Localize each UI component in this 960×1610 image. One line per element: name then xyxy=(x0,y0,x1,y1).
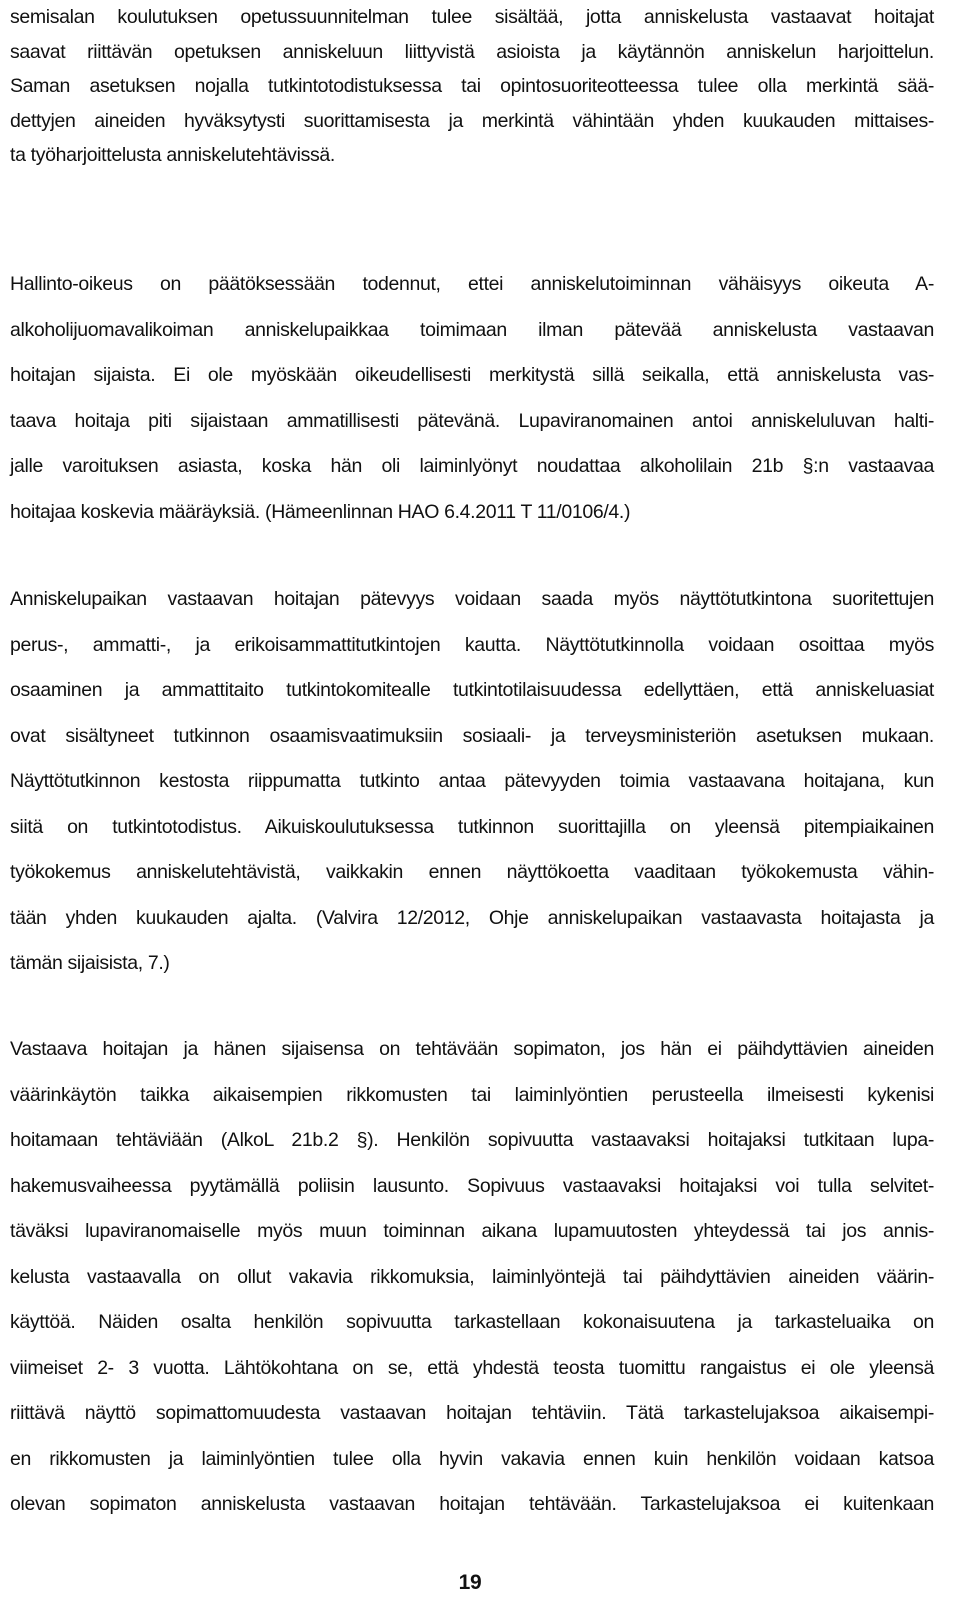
text-line: tämän sijaisista, 7.) xyxy=(10,952,170,974)
text-line: kelusta vastaavalla on ollut vakavia rikkomuksia, laiminlyöntejä tai päihdyttävien aineiden väärin- xyxy=(10,1265,934,1288)
text-line: työkokemus anniskelutehtävistä, vaikkakin ennen näyttökoetta vaaditaan työkokemusta vähin- xyxy=(10,861,934,883)
paragraph-4 xyxy=(10,1027,934,1528)
text-line: semisalan koulutuksen opetussuunnitelman tulee sisältää, jotta anniskelusta vastaavat hoitajat xyxy=(10,6,934,28)
text-line: tään yhden kuukauden ajalta. (Valvira 12/2012, Ohje anniskelupaikan vastaavasta hoitajasta ja xyxy=(10,906,934,929)
text-line: Vastaava hoitajan ja hänen sijaisensa on tehtävään sopimaton, jos hän ei päihdyttävien aineiden xyxy=(10,1038,934,1060)
text-line: viimeiset 2- 3 vuotta. Lähtökohtana on se, että yhdestä teosta tuomittu rangaistus ei ole yleensä xyxy=(10,1356,934,1379)
paragraph-2 xyxy=(10,262,934,535)
text-line: taava hoitaja piti sijaistaan ammatillisesti pätevänä. Lupaviranomainen antoi anniskeluluvan halti- xyxy=(10,409,934,432)
text-line: hakemusvaiheessa pyytämällä poliisin lausunto. Sopivuus vastaavaksi hoitajaksi voi tulla selvitet- xyxy=(10,1174,934,1197)
text-line: jalle varoituksen asiasta, koska hän oli laiminlyönyt noudattaa alkoholilain 21b §:n vastaavaa xyxy=(10,455,934,477)
text-line: ta työharjoittelusta anniskelutehtävissä. xyxy=(10,144,335,166)
text-line: täväksi lupaviranomaiselle myös muun toiminnan aikana lupamuutosten yhteydessä tai jos annis- xyxy=(10,1220,934,1242)
paragraph-1 xyxy=(10,0,934,173)
text-line: osaaminen ja ammattitaito tutkintokomitealle tutkintotilaisuudessa edellyttäen, että anniskeluasiat xyxy=(10,679,934,701)
text-line: väärinkäytön taikka aikaisempien rikkomusten tai laiminlyöntien perusteella ilmeisesti kykenisi xyxy=(10,1083,934,1106)
text-line: siitä on tutkintotodistus. Aikuiskoulutuksessa tutkinnon suorittajilla on yleensä pitempiaikainen xyxy=(10,815,934,838)
text-line: perus-, ammatti-, ja erikoisammattitutkintojen kautta. Näyttötutkinnolla voidaan osoittaa myös xyxy=(10,633,934,656)
text-line: dettyjen aineiden hyväksytysti suorittamisesta ja merkintä vähintään yhden kuukauden mittaises- xyxy=(10,109,934,132)
text-line: hoitamaan tehtäviään (AlkoL 21b.2 §). Henkilön sopivuutta vastaavaksi hoitajaksi tutkitaan lupa- xyxy=(10,1129,934,1151)
text-line: ovat sisältyneet tutkinnon osaamisvaatimuksiin sosiaali- ja terveysministeriön asetuksen mukaan. xyxy=(10,724,934,747)
text-line: en rikkomusten ja laiminlyöntien tulee olla hyvin vakavia ennen kuin henkilön voidaan katsoa xyxy=(10,1447,934,1470)
text-line: käyttöä. Näiden osalta henkilön sopivuutta tarkastellaan kokonaisuutena ja tarkasteluaika on xyxy=(10,1311,934,1333)
text-line: hoitajan sijaista. Ei ole myöskään oikeudellisesti merkitystä sillä seikalla, että anniskelusta vas- xyxy=(10,364,934,386)
text-line: Hallinto-oikeus on päätöksessään todennut, ettei anniskelutoiminnan vähäisyys oikeuta A- xyxy=(10,273,934,295)
text-line: Saman asetuksen nojalla tutkintotodistuksessa tai opintosuoriteotteessa tulee olla merkintä sää- xyxy=(10,75,934,97)
text-line: riittävä näyttö sopimattomuudesta vastaavan hoitajan tehtäviin. Tätä tarkastelujaksoa aikaisempi- xyxy=(10,1402,934,1424)
text-line: saavat riittävän opetuksen anniskeluun liittyvistä asioista ja käytännön anniskelun harjoittelun. xyxy=(10,40,934,63)
text-line: Anniskelupaikan vastaavan hoitajan pätevyys voidaan saada myös näyttötutkintona suoritettujen xyxy=(10,588,934,610)
text-line: hoitajaa koskevia määräyksiä. (Hämeenlinnan HAO 6.4.2011 T 11/0106/4.) xyxy=(10,500,631,523)
text-line: alkoholijuomavalikoiman anniskelupaikkaa toimimaan ilman pätevää anniskelusta vastaavan xyxy=(10,318,934,341)
text-line: Näyttötutkinnon kestosta riippumatta tutkinto antaa pätevyyden toimia vastaavana hoitajana, kun xyxy=(10,770,934,792)
page-number: 19 xyxy=(458,1571,482,1594)
text-line: olevan sopimaton anniskelusta vastaavan hoitajan tehtävään. Tarkastelujaksoa ei kuitenkaan xyxy=(10,1493,934,1515)
paragraph-3 xyxy=(10,577,934,987)
